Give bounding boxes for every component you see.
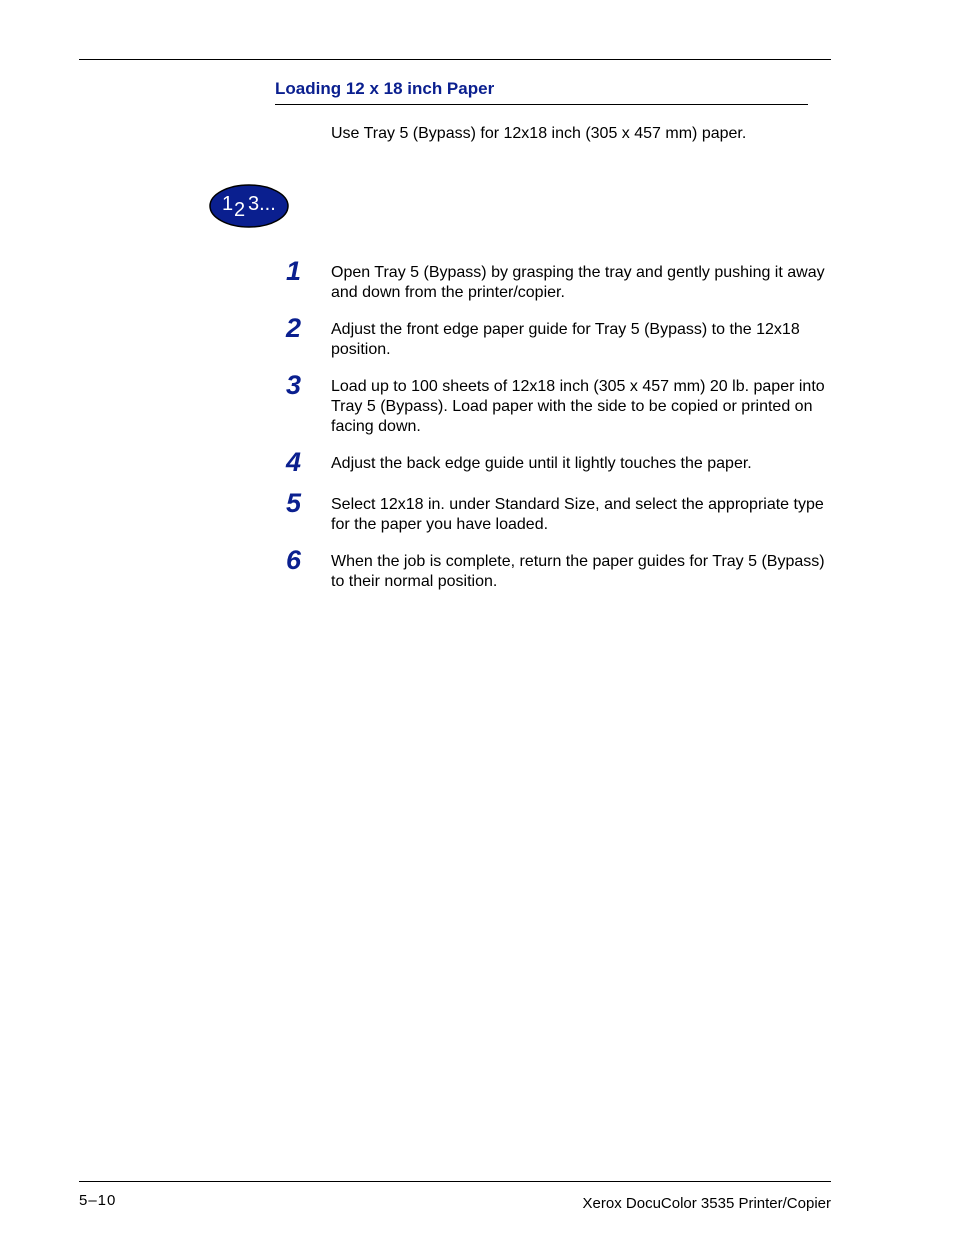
step-text: Open Tray 5 (Bypass) by grasping the tray and gently pushing it away and down from the printer/copier. xyxy=(331,264,825,301)
section-title: Loading 12 x 18 inch Paper xyxy=(275,79,495,98)
header-rule xyxy=(79,59,831,60)
step-number: 4 xyxy=(286,447,302,477)
intro-text: Use Tray 5 (Bypass) for 12x18 inch (305 x 457 mm) paper. xyxy=(331,125,747,142)
step-number: 6 xyxy=(286,545,302,575)
step-text: Select 12x18 in. under Standard Size, and select the appropriate type for the paper you have loaded. xyxy=(331,496,824,533)
title-underline xyxy=(275,104,808,105)
page-number: 5–10 xyxy=(79,1192,117,1209)
steps-badge-digit-1: 1 xyxy=(222,193,234,215)
step-number: 1 xyxy=(286,256,302,286)
steps-badge-digit-3: 3... xyxy=(248,193,276,215)
step-text: Load up to 100 sheets of 12x18 inch (305 x 457 mm) 20 lb. paper into Tray 5 (Bypass). Load paper with the side to be copied or printed on facing down. xyxy=(331,378,825,435)
step-number: 5 xyxy=(286,488,302,518)
footer-rule xyxy=(79,1181,831,1182)
step-text: Adjust the front edge paper guide for Tray 5 (Bypass) to the 12x18 position. xyxy=(331,321,800,358)
step-number: 2 xyxy=(286,313,302,343)
numbered-steps-icon xyxy=(209,184,289,228)
step-text: Adjust the back edge guide until it lightly touches the paper. xyxy=(331,455,752,472)
step-number: 3 xyxy=(286,370,302,400)
steps-badge-digit-2: 2 xyxy=(234,199,246,221)
step-text: When the job is complete, return the paper guides for Tray 5 (Bypass) to their normal position. xyxy=(331,553,825,590)
product-name: Xerox DocuColor 3535 Printer/Copier xyxy=(582,1195,831,1212)
